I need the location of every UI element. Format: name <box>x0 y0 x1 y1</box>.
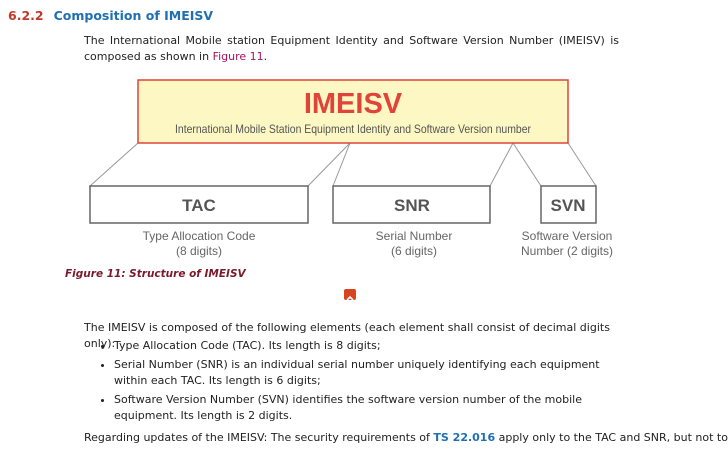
section-number: 6.2.2 <box>8 8 44 23</box>
back-to-top-button[interactable] <box>344 289 356 300</box>
list-item: • Type Allocation Code (TAC). Its length is 8 digits; <box>114 338 634 354</box>
tac-desc-2: (8 digits) <box>175 244 223 258</box>
imeisv-title: IMEISV <box>303 88 403 120</box>
svn-code: SVN <box>550 196 586 215</box>
tac-code: TAC <box>182 196 216 215</box>
list-item: • Serial Number (SNR) is an individual serial number uniquely identifying each equipment within each TAC. Its length is 6 digits; <box>114 357 634 389</box>
svn-desc-2: Number (2 digits) <box>520 244 614 258</box>
intro-end: . <box>263 50 268 63</box>
figure-caption: Figure 11: Structure of IMEISV <box>65 268 246 280</box>
updates-text: Regarding updates of the IMEISV: The security requirements of <box>84 431 434 444</box>
snr-code: SNR <box>394 196 430 215</box>
list-item: • Software Version Number (SVN) identifies the software version number of the mobile equipment. Its length is 2 digits. <box>114 392 634 424</box>
snr-desc-1: Serial Number <box>375 229 453 243</box>
elements-list <box>96 338 634 427</box>
intro-text: The International Mobile station Equipment Identity and Software Version Number (IMEISV) is composed as shown in <box>84 34 619 63</box>
imeisv-subtitle: International Mobile Station Equipment Identity and Software Version number <box>175 122 532 136</box>
updates-paragraph <box>84 430 728 446</box>
figure-link[interactable]: Figure 11 <box>212 50 264 63</box>
ts-22016-link[interactable]: TS 22.016 <box>433 431 496 444</box>
chevron-up-icon <box>344 293 356 304</box>
elements-intro: The IMEISV is composed of the following elements (each element shall consist of decimal digits only): <box>84 321 610 350</box>
updates-text-end: apply only to the TAC and SNR, but not to <box>495 431 728 444</box>
section-title: Composition of IMEISV <box>53 8 214 23</box>
snr-desc-2: (6 digits) <box>390 244 438 258</box>
svn-desc-1: Software Version <box>521 229 613 243</box>
tac-desc-1: Type Allocation Code <box>142 229 256 243</box>
connector-lines <box>90 143 596 186</box>
